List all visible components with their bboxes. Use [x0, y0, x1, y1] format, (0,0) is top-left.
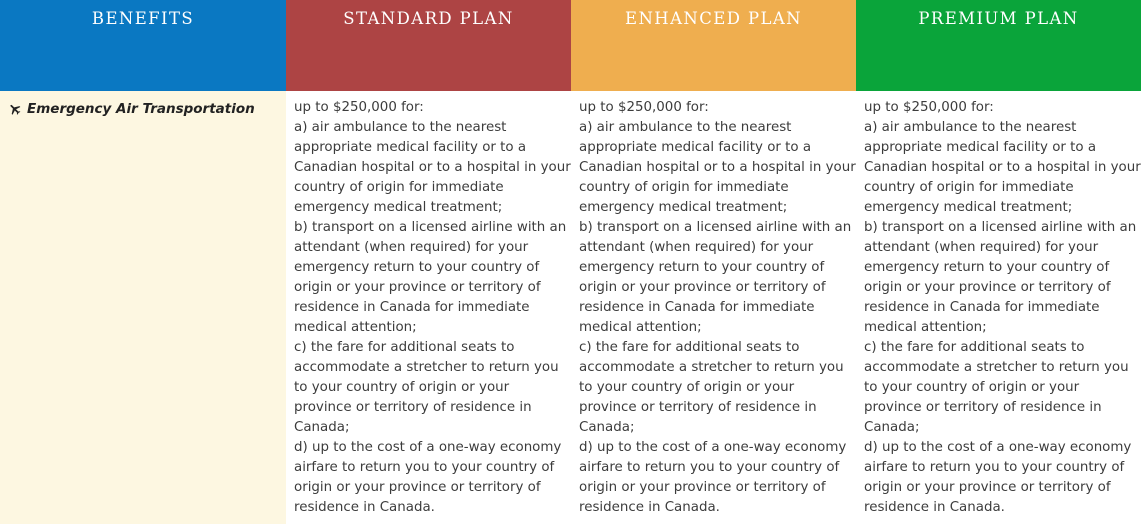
header-premium-plan — [856, 0, 1141, 91]
coverage-line: origin or your province or territory of — [579, 280, 826, 295]
coverage-line: to your country of origin or your — [294, 380, 510, 395]
coverage-line: d) up to the cost of a one-way economy — [864, 440, 1132, 455]
coverage-line: Canadian hospital or to a hospital in your — [864, 160, 1141, 175]
coverage-line: c) the fare for additional seats to — [294, 340, 515, 355]
coverage-line: appropriate medical facility or to a — [864, 140, 1097, 155]
coverage-line: attendant (when required) for your — [294, 240, 529, 255]
header-benefits-label: BENEFITS — [91, 9, 195, 28]
coverage-line: d) up to the cost of a one-way economy — [294, 440, 562, 455]
coverage-line: accommodate a stretcher to return you — [864, 360, 1129, 375]
coverage-line: a) air ambulance to the nearest — [864, 120, 1077, 135]
coverage-line: appropriate medical facility or to a — [579, 140, 812, 155]
coverage-line: to your country of origin or your — [579, 380, 795, 395]
coverage-line: medical attention; — [579, 320, 702, 335]
coverage-line: appropriate medical facility or to a — [294, 140, 527, 155]
coverage-line: b) transport on a licensed airline with an — [864, 220, 1137, 235]
coverage-line: emergency medical treatment; — [864, 200, 1073, 215]
coverage-line: origin or your province or territory of — [294, 280, 541, 295]
coverage-line: residence in Canada for immediate — [579, 300, 815, 315]
coverage-line: to your country of origin or your — [864, 380, 1080, 395]
coverage-line: airfare to return you to your country of — [294, 460, 555, 475]
coverage-line: province or territory of residence in — [294, 400, 532, 415]
coverage-line: Canada; — [579, 420, 635, 435]
coverage-line: origin or your province or territory of — [864, 480, 1111, 495]
coverage-line: up to $250,000 for: — [864, 100, 994, 115]
coverage-line: a) air ambulance to the nearest — [579, 120, 792, 135]
coverage-line: emergency medical treatment; — [294, 200, 503, 215]
header-standard-plan — [286, 0, 571, 91]
coverage-line: a) air ambulance to the nearest — [294, 120, 507, 135]
coverage-line: attendant (when required) for your — [864, 240, 1099, 255]
coverage-line: d) up to the cost of a one-way economy — [579, 440, 847, 455]
coverage-line: Canadian hospital or to a hospital in your — [579, 160, 856, 175]
header-enhanced-plan — [571, 0, 856, 91]
enhanced-plan-cell — [571, 91, 856, 524]
coverage-line: emergency return to your country of — [579, 260, 825, 275]
coverage-line: up to $250,000 for: — [294, 100, 424, 115]
coverage-line: country of origin for immediate — [864, 180, 1074, 195]
coverage-line: origin or your province or territory of — [294, 480, 541, 495]
coverage-line: emergency medical treatment; — [579, 200, 788, 215]
coverage-line: Canadian hospital or to a hospital in your — [294, 160, 571, 175]
header-standard-plan-label: STANDARD PLAN — [343, 9, 514, 28]
coverage-line: medical attention; — [864, 320, 987, 335]
coverage-line: country of origin for immediate — [294, 180, 504, 195]
coverage-line: b) transport on a licensed airline with an — [579, 220, 852, 235]
coverage-line: residence in Canada for immediate — [294, 300, 530, 315]
coverage-line: origin or your province or territory of — [864, 280, 1111, 295]
coverage-line: province or territory of residence in — [864, 400, 1102, 415]
coverage-line: province or territory of residence in — [579, 400, 817, 415]
header-enhanced-plan-label: ENHANCED PLAN — [625, 9, 802, 28]
coverage-line: Canada; — [294, 420, 350, 435]
coverage-line: airfare to return you to your country of — [579, 460, 840, 475]
header-benefits — [0, 0, 286, 91]
coverage-line: c) the fare for additional seats to — [864, 340, 1085, 355]
coverage-line: residence in Canada. — [864, 500, 1005, 515]
header-premium-plan-label: PREMIUM PLAN — [918, 9, 1079, 28]
standard-plan-cell — [286, 91, 571, 524]
coverage-line: Canada; — [864, 420, 920, 435]
coverage-line: residence in Canada for immediate — [864, 300, 1100, 315]
coverage-line: accommodate a stretcher to return you — [579, 360, 844, 375]
coverage-line: c) the fare for additional seats to — [579, 340, 800, 355]
benefit-cell — [0, 91, 286, 524]
coverage-line: origin or your province or territory of — [579, 480, 826, 495]
benefit-name: Emergency Air Transportation — [27, 101, 255, 117]
coverage-line: b) transport on a licensed airline with an — [294, 220, 567, 235]
coverage-line: up to $250,000 for: — [579, 100, 709, 115]
coverage-line: country of origin for immediate — [579, 180, 789, 195]
coverage-line: attendant (when required) for your — [579, 240, 814, 255]
coverage-line: residence in Canada. — [579, 500, 720, 515]
coverage-line: emergency return to your country of — [294, 260, 540, 275]
coverage-line: airfare to return you to your country of — [864, 460, 1125, 475]
coverage-line: medical attention; — [294, 320, 417, 335]
airplane-icon — [8, 102, 22, 116]
coverage-line: residence in Canada. — [294, 500, 435, 515]
coverage-line: emergency return to your country of — [864, 260, 1110, 275]
coverage-line: accommodate a stretcher to return you — [294, 360, 559, 375]
premium-plan-cell — [856, 91, 1141, 524]
